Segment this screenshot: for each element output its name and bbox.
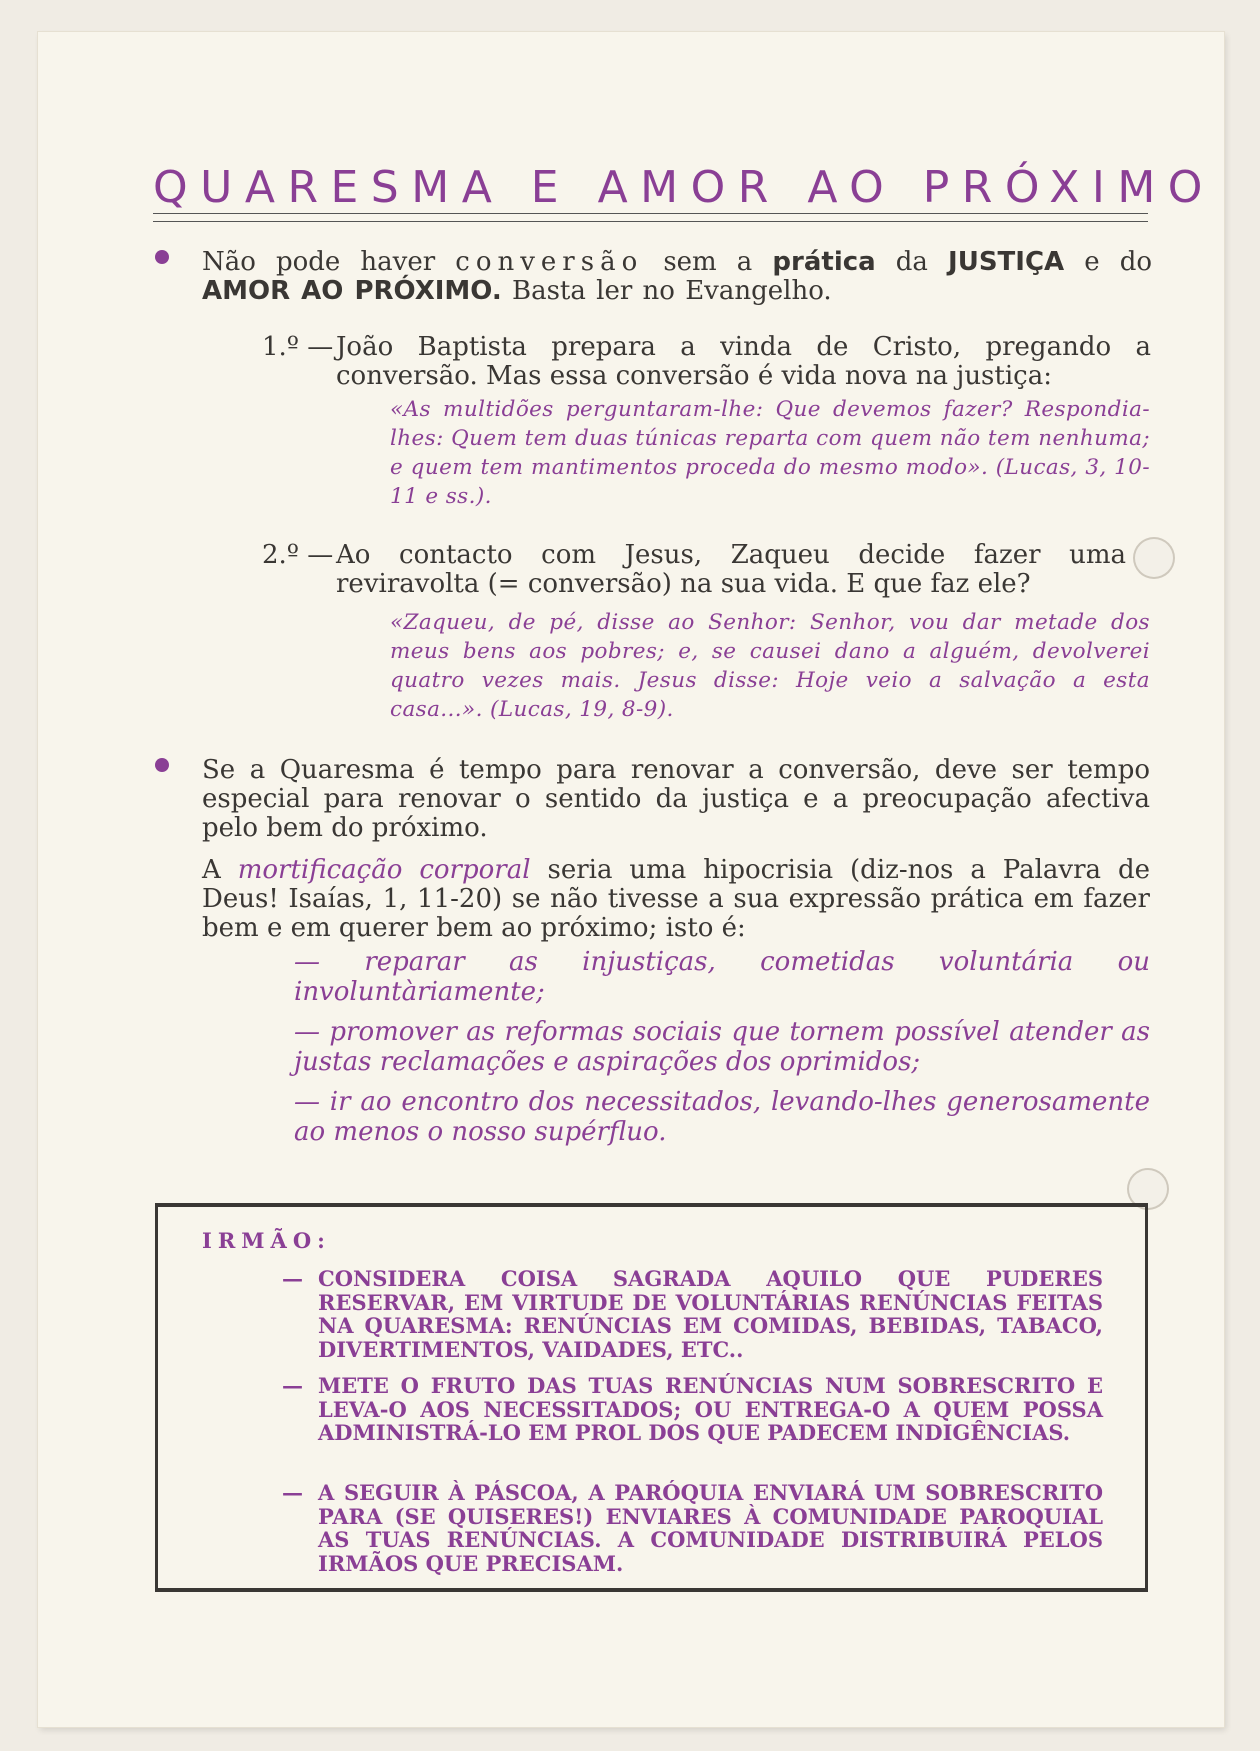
box-item-text: CONSIDERA COISA SAGRADA AQUILO QUE PUDERES RESERVAR, EM VIRTUDE DE VOLUNTÁRIAS RENÚNCIAS FEITAS NA QUARESMA: RENÚNCIAS EM COMIDAS, BEBIDAS, TABACO, DIVERTIMENTOS, VAIDADES, ETC.. (318, 1266, 1103, 1362)
box-border-right (1145, 1203, 1148, 1592)
box-border-bottom (155, 1588, 1148, 1592)
box-item-consider (282, 1266, 1103, 1362)
box-item-easter (282, 1480, 1103, 1576)
box-item-text: METE O FRUTO DAS TUAS RENÚNCIAS NUM SOBRESCRITO E LEVA-O AOS NECESSITADOS; OU ENTREGA-O A QUEM POSSA ADMINISTRÁ-LO EM PROL DOS QUE PADECEM INDIGÊNCIAS. (318, 1373, 1103, 1445)
pratica-word: prática (772, 247, 876, 277)
mortification-paragraph (202, 856, 1150, 943)
title-rule-lower (153, 221, 1148, 222)
box-item-envelope (282, 1373, 1103, 1445)
box-dash: — (282, 1373, 303, 1398)
box-border-left (155, 1203, 158, 1592)
intro-text-2: sem a (663, 247, 753, 277)
box-item-text: A SEGUIR À PÁSCOA, A PARÓQUIA ENVIARÁ UM SOBRESCRITO PARA (SE QUISERES!) ENVIARES À COMUNIDADE PAROQUIAL AS TUAS RENÚNCIAS. A COMUNIDADE DISTRIBUIRÁ PELOS IRMÃOS QUE PRECISAM. (318, 1480, 1103, 1576)
point1-number: 1.º — (262, 332, 334, 362)
justica-word: JUSTIÇA (948, 247, 1065, 277)
point2-quote: «Zaqueu, de pé, disse ao Senhor: Senhor, vou dar metade dos meus bens aos pobres; e, se causei dano a alguém, devolverei quatro vezes mais. Jesus disse: Hoje veio a salvação a esta casa...». (Lucas, 19, 8-9). (390, 610, 1150, 722)
mortificacao-corporal: mortificação corporal (237, 855, 531, 885)
point2-number: 2.º — (262, 540, 334, 570)
mortification-text-2: seria uma hipocrisia (diz-nos a Palavra de Deus! Isaías, 1, 11-20) se não tivesse a sua expressão prática em fazer bem e em querer bem ao próximo; isto é: (202, 855, 1151, 943)
conversao-word: conversão (455, 247, 644, 277)
dash-item-reforms: — promover as reformas sociais que tornem possível atender as justas reclamações e aspirações dos oprimidos; (294, 1017, 1150, 1077)
page-title: QUARESMA E AMOR AO PRÓXIMO (153, 162, 1215, 213)
point2-text: Ao contacto com Jesus, Zaqueu decide fazer uma reviravolta (= conversão) na sua vida. E que faz ele? (336, 540, 1126, 599)
title-rule (153, 213, 1148, 214)
intro-text-5: Basta ler no Evangelho. (511, 276, 832, 306)
dash-item-needy: — ir ao encontro dos necessitados, levando-lhes generosamente ao menos o nosso supérfluo. (294, 1087, 1150, 1147)
punch-hole-top (1133, 537, 1175, 579)
lent-paragraph: Se a Quaresma é tempo para renovar a conversão, deve ser tempo especial para renovar o sentido da justiça e a preocupação afectiva pelo bem do próximo. (202, 755, 1150, 843)
intro-text-4: e do (1084, 247, 1153, 277)
box-border-top (155, 1203, 1148, 1207)
intro-text-3: da (895, 247, 928, 277)
box-dash: — (282, 1266, 303, 1291)
box-dash: — (282, 1480, 303, 1505)
bullet-intro (155, 250, 169, 264)
intro-text-1: Não pode haver (202, 247, 436, 277)
dash-item-repair: — reparar as injustiças, cometidas voluntária ou involuntàriamente; (294, 947, 1150, 1007)
point1-quote: «As multidões perguntaram-lhe: Que devemos fazer? Respondia-lhes: Quem tem duas túnicas reparta com quem não tem nenhuma; e quem tem mantimentos proceda do mesmo modo». (Lucas, 3, 10-11 e ss.). (390, 397, 1150, 509)
mortification-text-1: A (202, 855, 221, 885)
box-label-irmao: IRMÃO: (202, 1228, 331, 1253)
point1-text: João Baptista prepara a vinda de Cristo, pregando a conversão. Mas essa conversão é vida nova na justiça: (336, 332, 1151, 391)
intro-paragraph (202, 248, 1152, 306)
bullet-lent (155, 758, 169, 772)
amor-ao-proximo-phrase: AMOR AO PRÓXIMO. (202, 276, 502, 306)
